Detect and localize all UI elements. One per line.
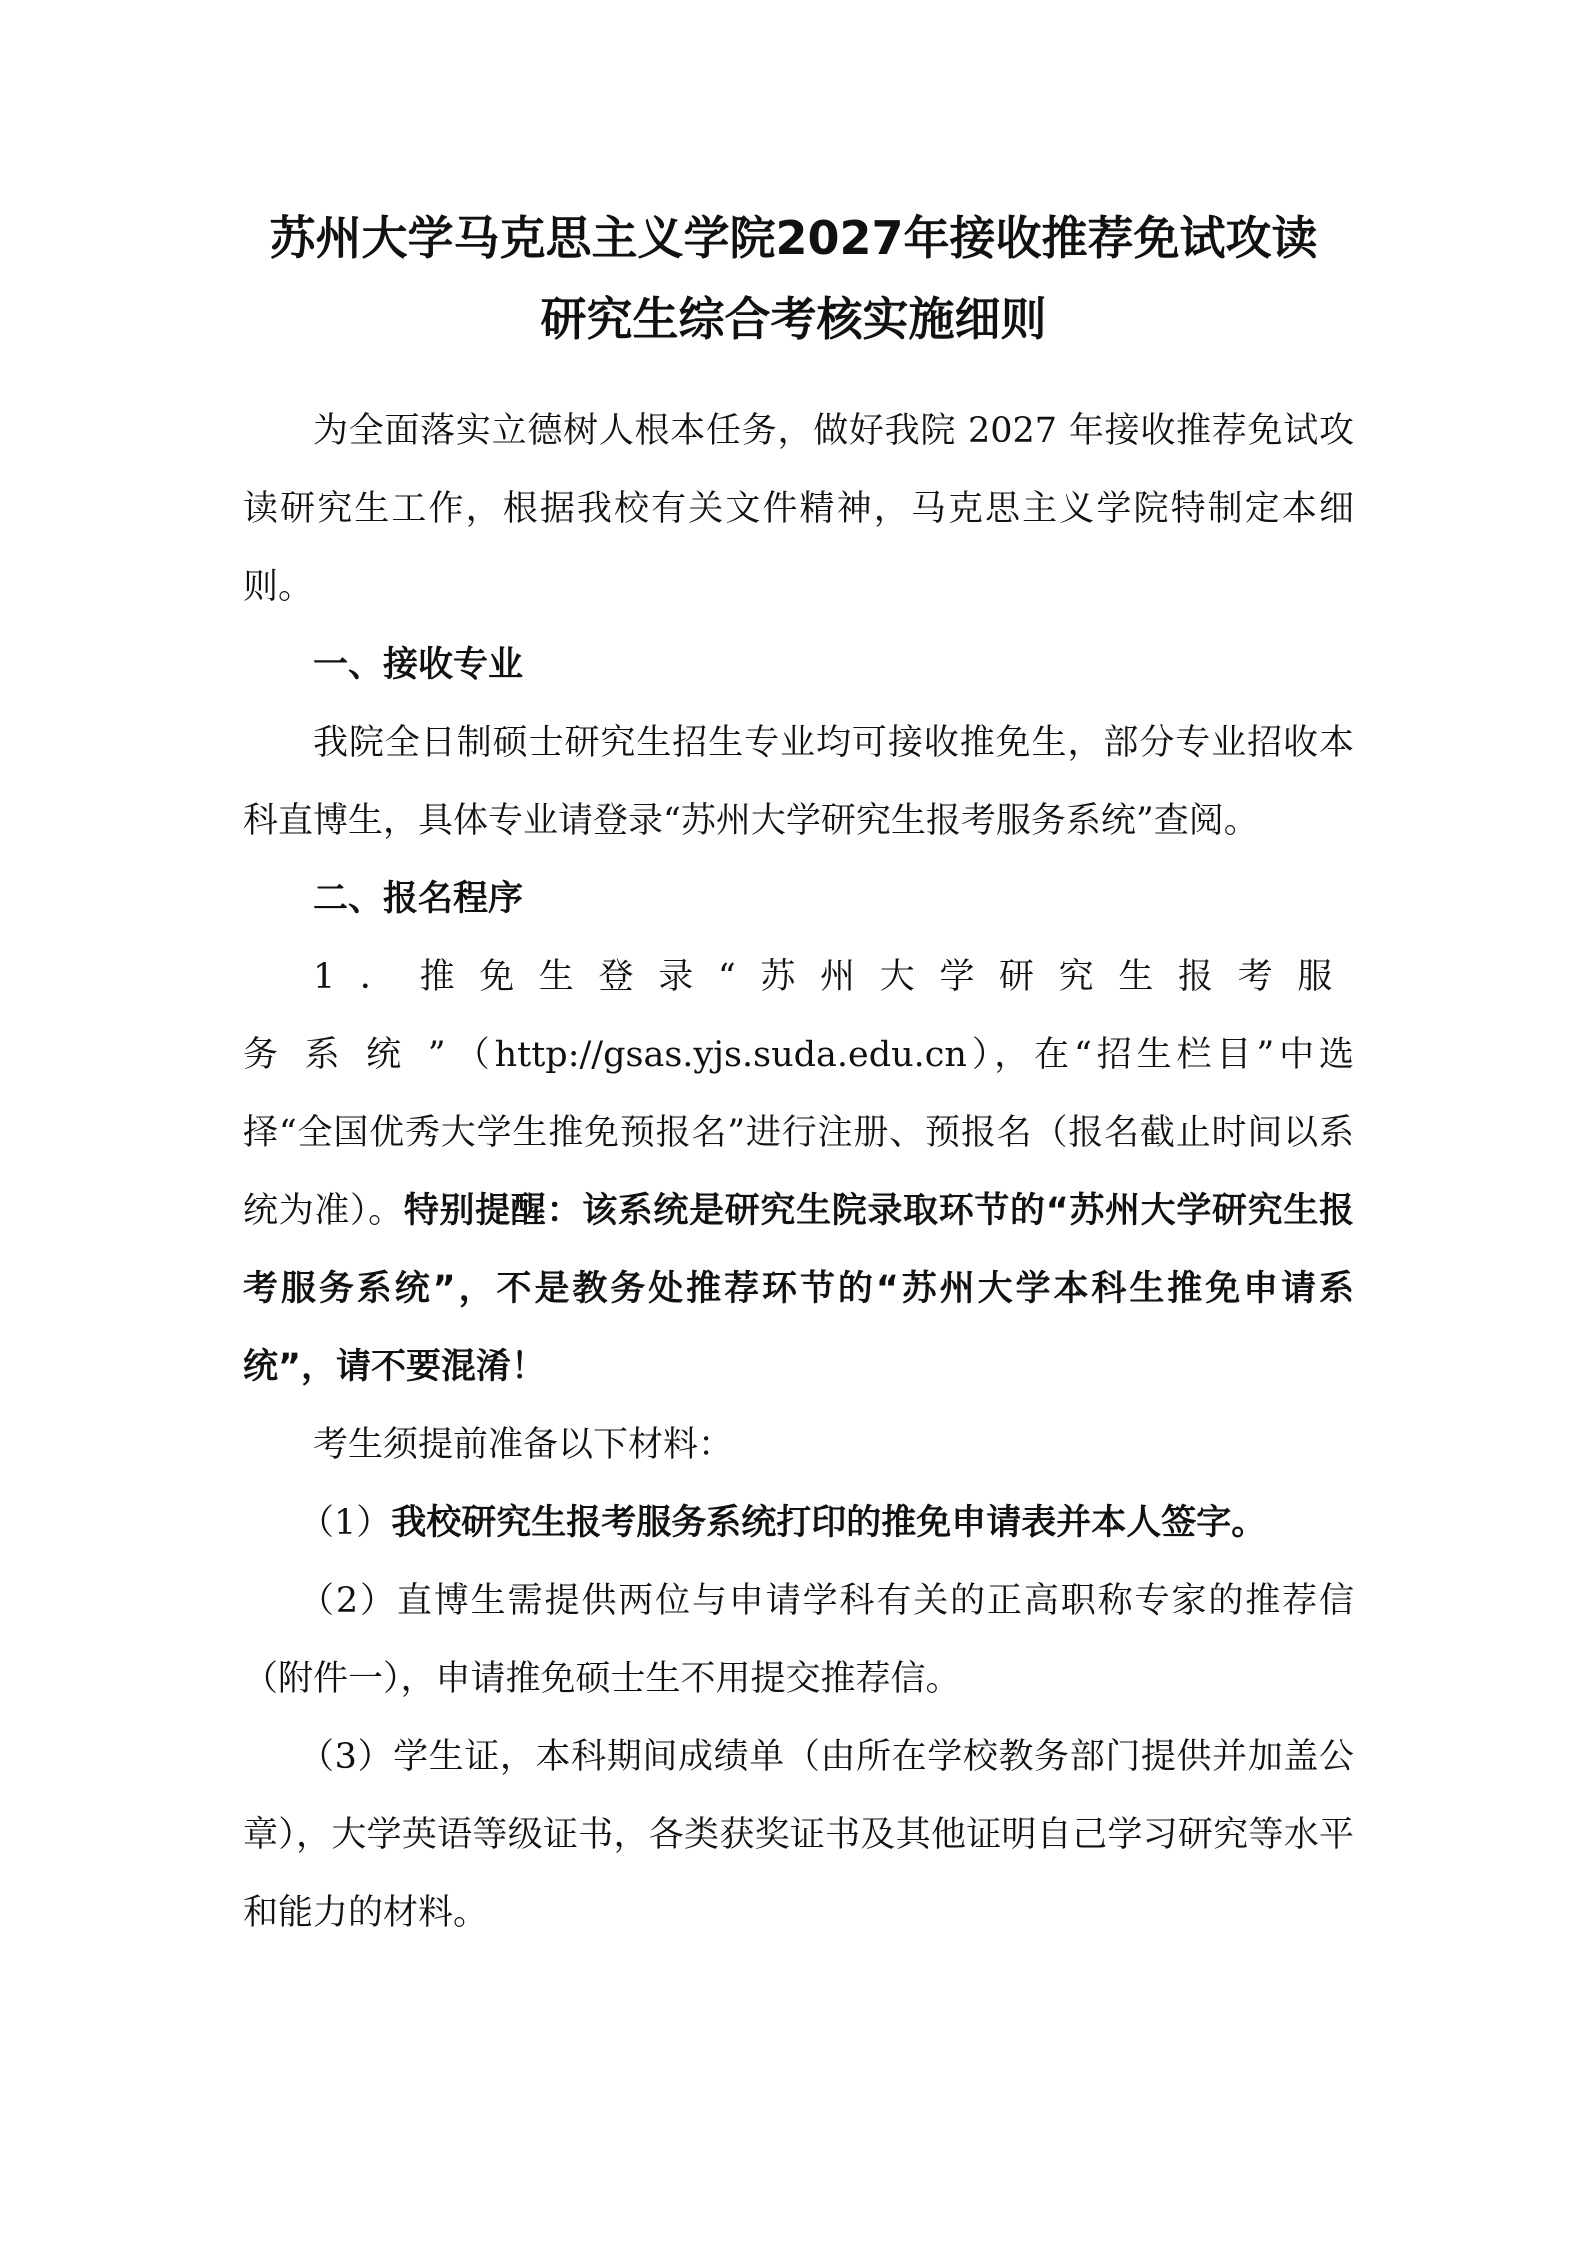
document-title-line2: 研究生综合考核实施细则	[540, 292, 1047, 346]
majors-paragraph: 我院全日制硕士研究生招生专业均可接收推免生，部分专业招收本科直博生，具体专业请登录“苏州大学研究生报考服务系统”查阅。	[243, 723, 1354, 841]
material-item-1	[243, 1484, 1354, 1562]
step1-lead: 1．推免生登录“苏州大学研究生报考服务系统”	[243, 957, 1354, 1075]
material-item-1-text: 我校研究生报考服务系统打印的推免申请表并本人签字。	[391, 1503, 1267, 1543]
registration-step1	[243, 938, 1354, 1406]
material-item-1-prefix: （1）	[299, 1503, 392, 1543]
materials-intro: 考生须提前准备以下材料：	[313, 1425, 734, 1465]
material-item-3: （3）学生证，本科期间成绩单（由所在学校教务部门提供并加盖公章），大学英语等级证书，各类获奖证书及其他证明自己学习研究等水平和能力的材料。	[243, 1737, 1354, 1933]
document-title-line1: 苏州大学马克思主义学院2027年接收推荐免试攻读	[269, 211, 1318, 265]
document-body	[243, 392, 1354, 1952]
material-item-2: （2）直博生需提供两位与申请学科有关的正高职称专家的推荐信（附件一），申请推免硕士生不用提交推荐信。	[243, 1581, 1354, 1699]
intro-paragraph: 为全面落实立德树人根本任务，做好我院 2027 年接收推荐免试攻读研究生工作，根据我校有关文件精神，马克思主义学院特制定本细则。	[243, 411, 1354, 607]
section-heading-majors: 一、接收专业	[313, 645, 524, 685]
step1-text: （http://gsas.yjs.suda.edu.cn），在“招生栏目”中选择“全国优秀大学生推免预报名”进行注册、预报名（报名截止时间以系统为准）。	[243, 1035, 1354, 1231]
special-reminder: 特别提醒：该系统是研究生院录取环节的“苏州大学研究生报考服务系统”，不是教务处推荐环节的“苏州大学本科生推免申请系统”，请不要混淆！	[243, 1191, 1354, 1387]
section-heading-registration: 二、报名程序	[313, 879, 524, 919]
